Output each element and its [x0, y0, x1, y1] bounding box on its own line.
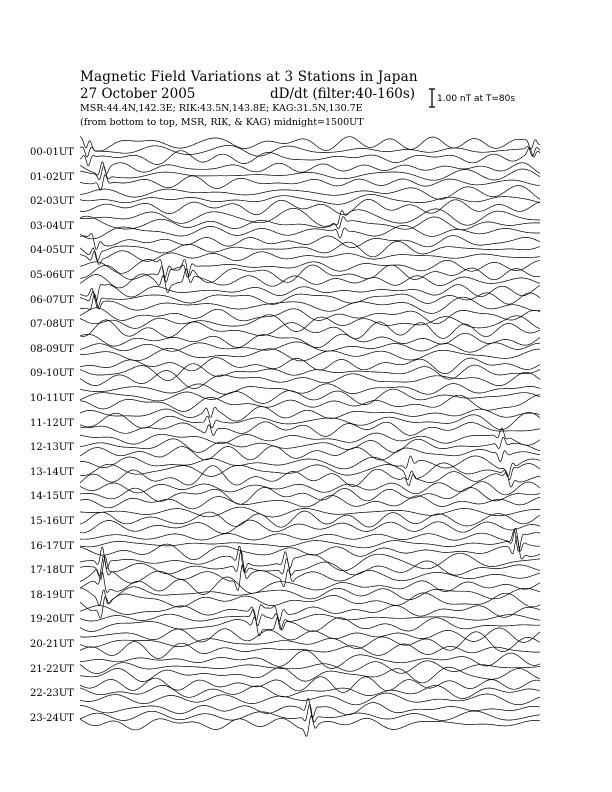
hour-label: 00-01UT	[30, 147, 74, 158]
trace-msr-15	[80, 520, 540, 533]
trace-kag-22	[80, 677, 540, 693]
hour-label: 16-17UT	[30, 540, 74, 552]
trace-rik-19	[80, 609, 540, 629]
hour-label: 11-12UT	[30, 417, 74, 429]
hour-label: 18-19UT	[30, 589, 74, 601]
trace-msr-10	[80, 395, 540, 412]
trace-rik-20	[80, 632, 540, 652]
scale-label: 1.00 nT at T=80s	[437, 94, 516, 104]
trace-kag-5	[80, 259, 540, 278]
trace-msr-18	[80, 593, 540, 618]
trace-msr-14	[80, 496, 540, 509]
trace-rik-22	[80, 685, 540, 698]
trace-msr-11	[80, 422, 540, 437]
trace-rik-0	[80, 145, 540, 157]
trace-msr-5	[80, 269, 540, 293]
hour-label: 12-13UT	[30, 442, 74, 454]
trace-msr-13	[80, 466, 540, 487]
trace-kag-8	[80, 333, 540, 347]
trace-kag-18	[80, 572, 540, 595]
station-coordinates: MSR:44.4N,142.3E; RIK:43.5N,143.8E; KAG:31.5N,130.7E	[80, 103, 363, 114]
trace-rik-8	[80, 342, 540, 352]
trace-msr-8	[80, 348, 540, 361]
station-order-note: (from bottom to top, MSR, RIK, & KAG) midnight=1500UT	[80, 117, 364, 128]
trace-msr-6	[80, 294, 540, 313]
trace-msr-1	[80, 175, 540, 191]
hour-label: 21-22UT	[30, 663, 74, 675]
filter-label: dD/dt (filter:40-160s)	[270, 86, 416, 102]
hour-label: 08-09UT	[30, 343, 74, 355]
hour-label: 01-02UT	[30, 171, 74, 183]
trace-kag-20	[80, 628, 540, 643]
trace-msr-9	[80, 371, 540, 389]
trace-kag-4	[80, 234, 540, 250]
hour-label: 07-08UT	[30, 319, 74, 331]
hour-label: 23-24UT	[30, 712, 74, 724]
trace-kag-1	[80, 162, 540, 175]
trace-rik-15	[80, 511, 540, 527]
trace-kag-14	[80, 482, 540, 495]
hour-label: 05-06UT	[30, 270, 74, 281]
trace-kag-11	[80, 407, 540, 422]
trace-rik-13	[80, 463, 540, 480]
hour-label: 03-04UT	[30, 220, 74, 232]
trace-kag-16	[80, 530, 540, 551]
hour-label: 17-18UT	[30, 565, 74, 577]
trace-kag-10	[80, 384, 540, 395]
hour-label: 04-05UT	[30, 245, 74, 257]
scale-bar-icon	[428, 88, 436, 108]
trace-kag-17	[80, 546, 540, 572]
trace-rik-1	[80, 166, 540, 180]
trace-kag-3	[80, 208, 540, 226]
hour-label: 09-10UT	[30, 368, 74, 380]
scale-indicator	[428, 88, 568, 110]
trace-msr-23	[80, 716, 540, 736]
trace-kag-0	[80, 136, 540, 151]
trace-rik-4	[80, 241, 540, 260]
hour-label: 22-23UT	[30, 688, 74, 700]
trace-kag-7	[80, 308, 540, 324]
trace-rik-18	[80, 587, 540, 606]
hour-label: 13-14UT	[30, 466, 74, 478]
hour-label: 06-07UT	[30, 294, 74, 306]
trace-kag-12	[80, 428, 540, 445]
hour-label: 20-21UT	[30, 639, 74, 650]
trace-kag-2	[80, 186, 540, 200]
hour-label: 02-03UT	[30, 196, 74, 208]
hour-label: 19-20UT	[30, 614, 74, 626]
trace-msr-17	[80, 556, 540, 590]
trace-msr-16	[80, 536, 540, 560]
hour-label: 10-11UT	[30, 393, 74, 404]
trace-kag-19	[80, 605, 540, 622]
chart-date: 27 October 2005	[80, 86, 196, 102]
hour-label: 14-15UT	[30, 491, 74, 503]
trace-rik-21	[80, 661, 540, 674]
trace-rik-2	[80, 195, 540, 205]
chart-title: Magnetic Field Variations at 3 Stations in Japan	[80, 69, 418, 85]
hour-label: 15-16UT	[30, 516, 74, 527]
trace-msr-22	[80, 693, 540, 705]
trace-rik-11	[80, 412, 540, 429]
trace-rik-16	[80, 528, 540, 551]
trace-kag-23	[80, 698, 540, 717]
trace-kag-15	[80, 507, 540, 517]
trace-rik-12	[80, 437, 540, 452]
